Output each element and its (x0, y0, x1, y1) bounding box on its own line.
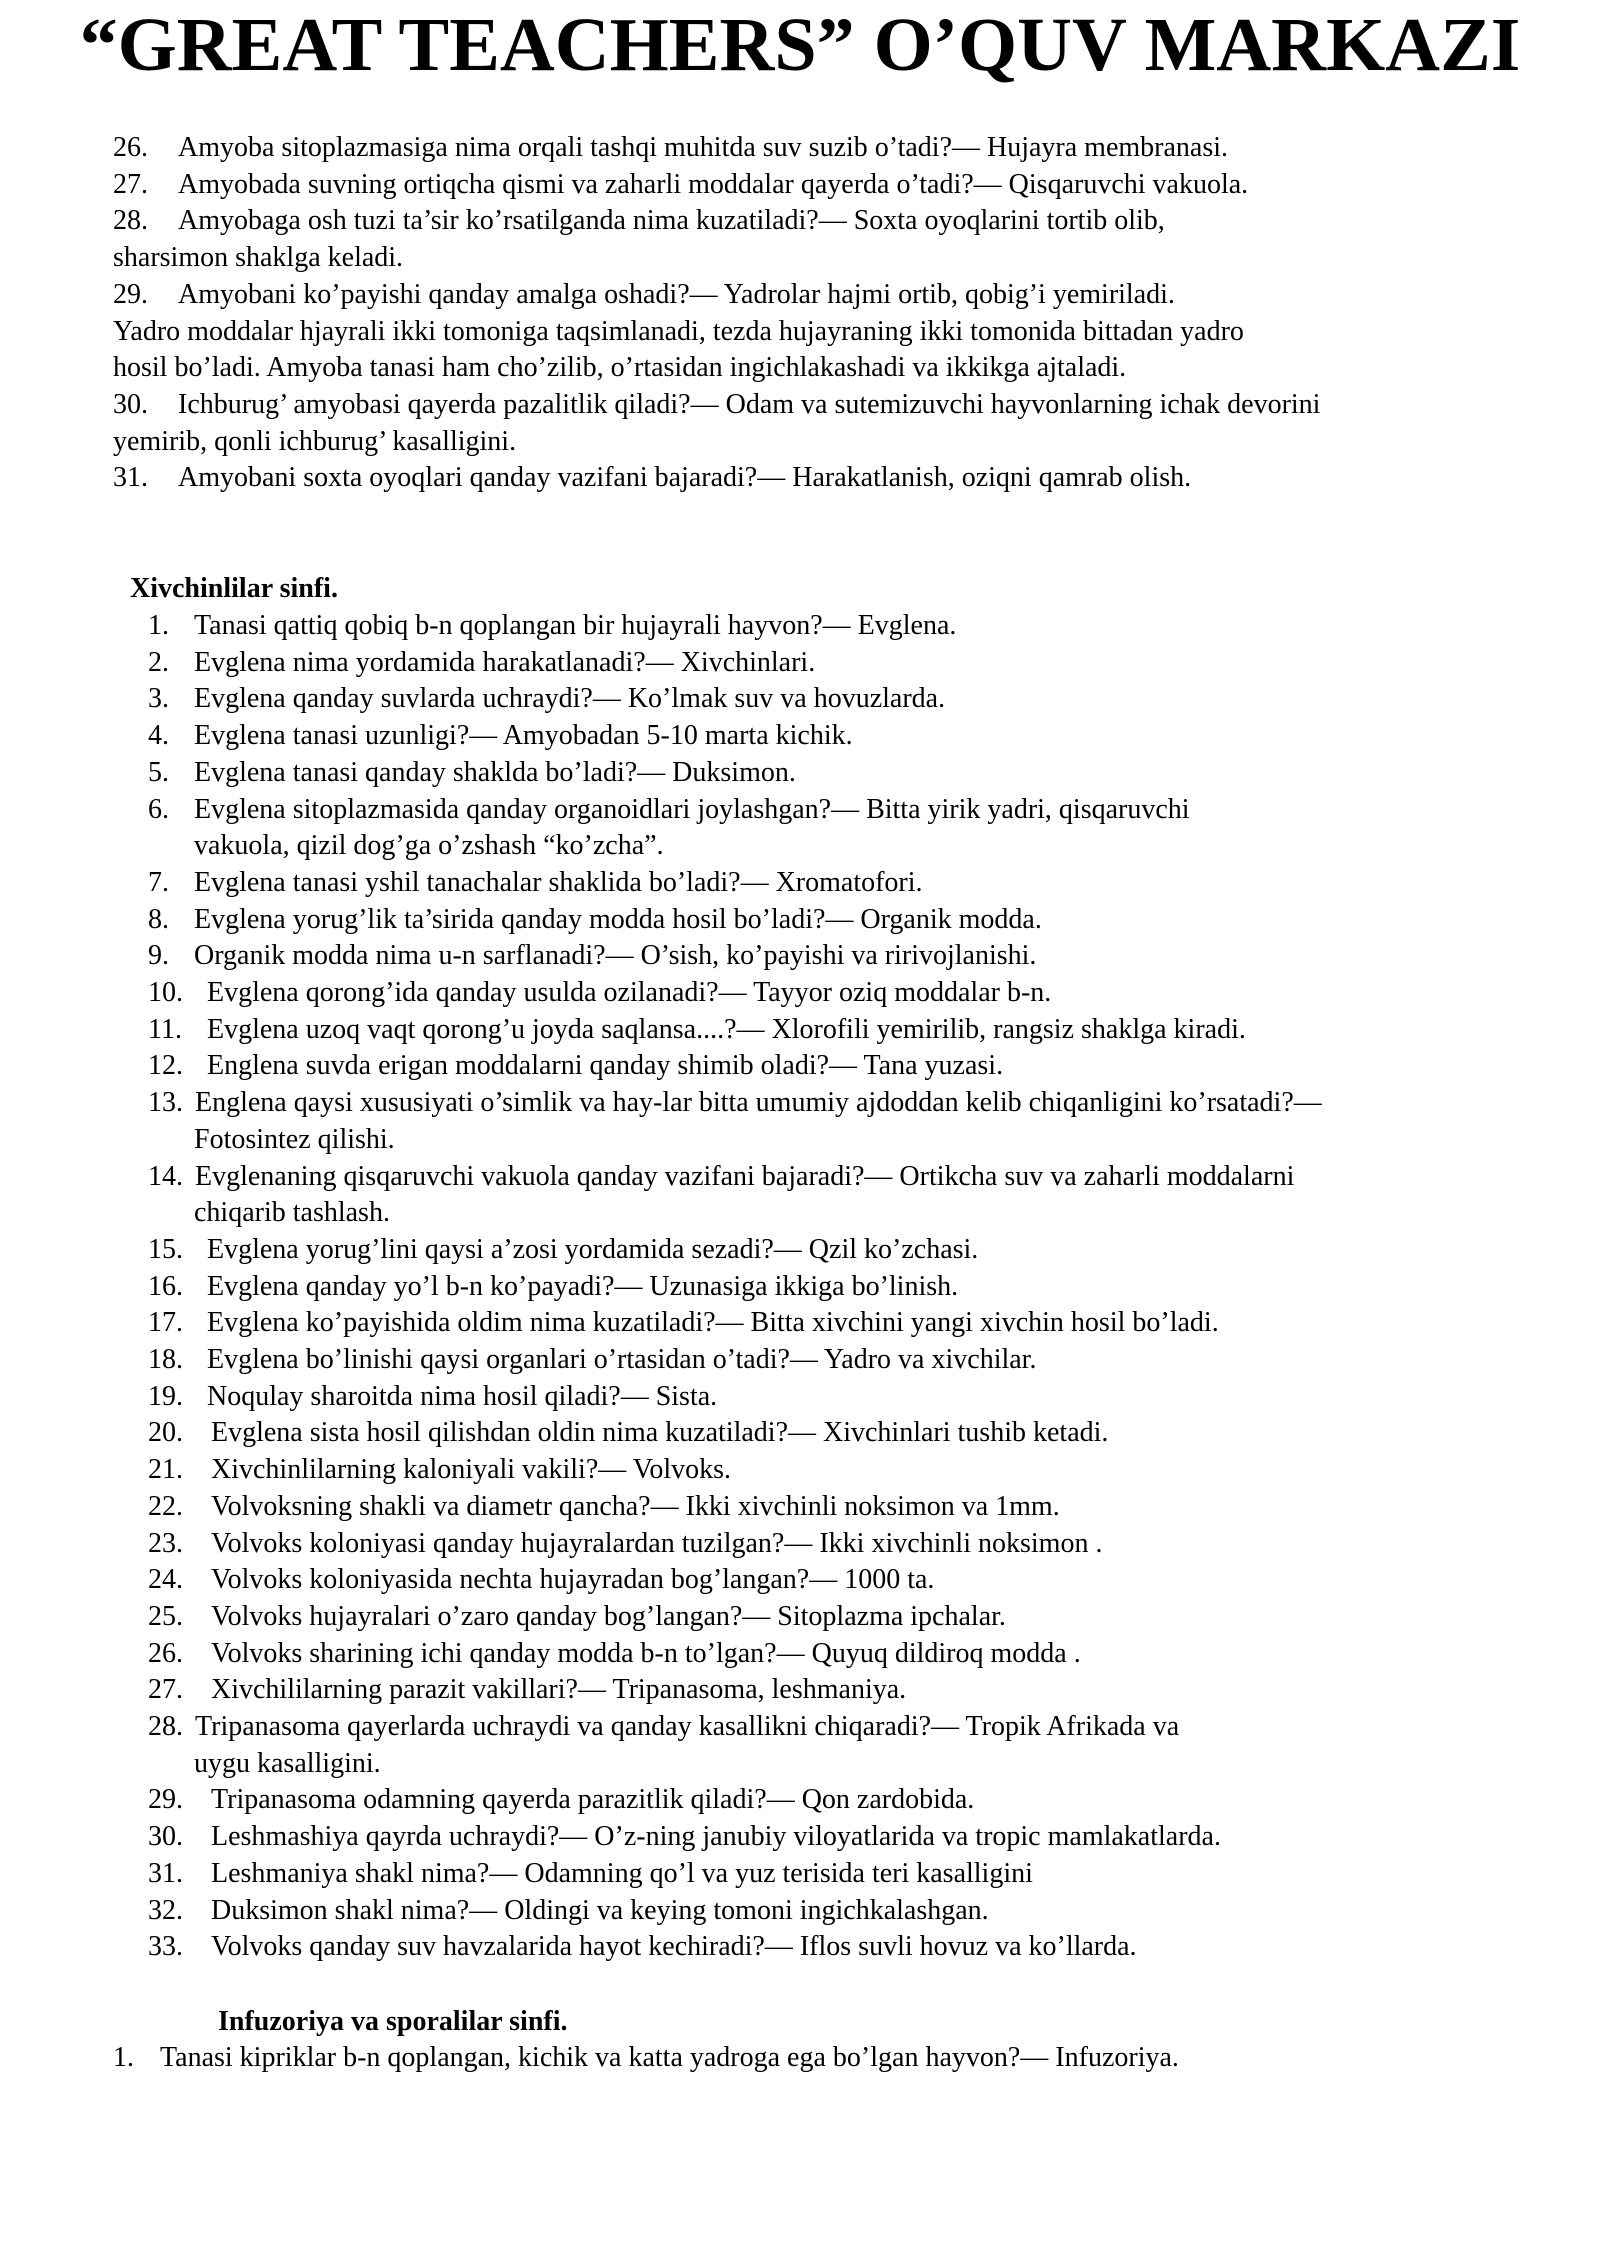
item-text: Evglena qanday yo’l b-n ko’payadi?— Uzunasiga ikkiga bo’linish. (207, 1270, 959, 1302)
item-text: Evglena qanday suvlarda uchraydi?— Ko’lmak suv va hovuzlarda. (194, 683, 946, 715)
item-number: 26. (113, 132, 148, 163)
item-number: 2. (148, 646, 169, 678)
item-text: Amyoba sitoplazmasiga nima orqali tashqi muhitda suv suzib o’tadi?— Hujayra membranasi. (178, 132, 1229, 163)
item-number: 27. (148, 1674, 183, 1706)
item-number: 32. (148, 1894, 183, 1926)
item-number: 30. (113, 388, 148, 420)
item-number: 28. (113, 205, 148, 237)
item-number: 22. (148, 1490, 183, 1522)
item-text: Evglena nima yordamida harakatlanadi?— Xivchinlari. (194, 646, 816, 678)
item-text: Leshmashiya qayrda uchraydi?— O’z-ning janubiy viloyatlarida va tropic mamlakatlarda. (211, 1821, 1221, 1853)
item-text: Tripanasoma qayerlarda uchraydi va qanday kasallikni chiqaradi?— Tropik Afrikada va (195, 1711, 1180, 1742)
item-number: 13. (148, 1087, 183, 1119)
item-number: 27. (113, 168, 148, 200)
item-number: 12. (148, 1050, 183, 1082)
item-continuation: yemirib, qonli ichburug’ kasalligini. (113, 425, 517, 457)
item-text: Xivchililarning parazit vakillari?— Tripanasoma, leshmaniya. (211, 1674, 907, 1706)
item-number: 16. (148, 1270, 183, 1302)
item-text: Evglena tanasi qanday shaklda bo’ladi?— Duksimon. (194, 756, 796, 788)
item-number: 4. (148, 720, 169, 752)
item-text: Amyobani soxta oyoqlari qanday vazifani bajaradi?— Harakatlanish, oziqni qamrab olish. (178, 462, 1192, 494)
item-number: 31. (113, 462, 148, 494)
item-number: 9. (148, 940, 169, 972)
item-text: Tanasi kipriklar b-n qoplangan, kichik va katta yadroga ega bo’lgan hayvon?— Infuzoriya. (160, 2042, 1179, 2073)
item-number: 1. (148, 610, 169, 641)
item-text: Leshmaniya shakl nima?— Odamning qo’l va yuz terisida teri kasalligini (211, 1857, 1033, 1889)
item-text: Evglenaning qisqaruvchi vakuola qanday vazifani bajaradi?— Ortikcha suv va zaharli moddalarni (195, 1160, 1295, 1192)
page-title: “GREAT TEACHERS” O’QUV MARKAZI (79, 3, 1521, 87)
item-text: Xivchinlilarning kaloniyali vakili?— Volvoks. (211, 1454, 732, 1486)
item-continuation: hosil bo’ladi. Amyoba tanasi ham cho’zilib, o’rtasidan ingichlakashadi va ikkikga ajtaladi. (113, 352, 1127, 384)
item-text: Volvoks qanday suv havzalarida hayot kechiradi?— Iflos suvli hovuz va ko’llarda. (211, 1931, 1137, 1963)
item-number: 1. (113, 2042, 134, 2073)
item-continuation: chiqarib tashlash. (194, 1197, 390, 1229)
item-number: 26. (148, 1637, 183, 1669)
item-text: Evglena yorug’lik ta’sirida qanday modda hosil bo’ladi?— Organik modda. (194, 903, 1042, 935)
item-text: Englena qaysi xususiyati o’simlik va hay-lar bitta umumiy ajdoddan kelib chiqanligini ko’rsatadi?— (195, 1087, 1322, 1119)
item-text: Amyobaga osh tuzi ta’sir ko’rsatilganda nima kuzatiladi?— Soxta oyoqlarini tortib olib, (178, 205, 1165, 237)
item-text: Amyobada suvning ortiqcha qismi va zaharli moddalar qayerda o’tadi?— Qisqaruvchi vakuola. (178, 168, 1249, 200)
item-number: 15. (148, 1233, 183, 1265)
item-text: Evglena sista hosil qilishdan oldin nima kuzatiladi?— Xivchinlari tushib ketadi. (211, 1417, 1109, 1449)
item-continuation: Fotosintez qilishi. (194, 1123, 395, 1155)
item-text: Evglena tanasi uzunligi?— Amyobadan 5-10 marta kichik. (194, 720, 853, 752)
item-number: 33. (148, 1931, 183, 1963)
item-text: Noqulay sharoitda nima hosil qiladi?— Sista. (207, 1380, 718, 1412)
item-number: 31. (148, 1857, 183, 1889)
section-heading: Infuzoriya va sporalilar sinfi. (218, 2006, 568, 2037)
item-number: 24. (148, 1564, 183, 1596)
item-number: 29. (113, 278, 148, 310)
item-text: Evglena yorug’lini qaysi a’zosi yordamida sezadi?— Qzil ko’zchasi. (207, 1233, 979, 1265)
section-heading: Xivchinlilar sinfi. (130, 573, 338, 604)
item-text: Volvoks sharining ichi qanday modda b-n to’lgan?— Quyuq dildiroq modda . (211, 1637, 1081, 1669)
item-number: 18. (148, 1344, 183, 1375)
item-continuation: vakuola, qizil dog’ga o’zshash “ko’zcha”. (194, 830, 664, 862)
item-text: Tripanasoma odamning qayerda parazitlik qiladi?— Qon zardobida. (211, 1784, 975, 1816)
item-number: 6. (148, 793, 169, 825)
item-number: 10. (148, 977, 183, 1008)
item-text: Volvoksning shakli va diametr qancha?— Ikki xivchinli noksimon va 1mm. (211, 1490, 1060, 1522)
item-number: 8. (148, 903, 169, 935)
item-number: 30. (148, 1821, 183, 1853)
item-text: Ichburug’ amyobasi qayerda pazalitlik qiladi?— Odam va sutemizuvchi hayvonlarning ichak devorini (178, 388, 1321, 420)
item-number: 7. (148, 866, 169, 898)
item-number: 21. (148, 1454, 183, 1486)
item-number: 28. (148, 1711, 183, 1742)
item-continuation: sharsimon shaklga keladi. (113, 242, 404, 274)
item-text: Tanasi qattiq qobiq b-n qoplangan bir hujayrali hayvon?— Evglena. (194, 610, 957, 641)
item-text: Amyobani ko’payishi qanday amalga oshadi?— Yadrolar hajmi ortib, qobig’i yemiriladi. (178, 278, 1175, 310)
item-text: Evglena ko’payishida oldim nima kuzatiladi?— Bitta xivchini yangi xivchin hosil bo’ladi. (207, 1307, 1219, 1339)
item-number: 14. (148, 1160, 183, 1192)
item-text: Englena suvda erigan moddalarni qanday shimib oladi?— Tana yuzasi. (207, 1050, 1004, 1082)
item-text: Volvoks koloniyasida nechta hujayradan bog’langan?— 1000 ta. (211, 1564, 935, 1596)
item-text: Evglena bo’linishi qaysi organlari o’rtasidan o’tadi?— Yadro va xivchilar. (207, 1344, 1037, 1375)
item-text: Evglena uzoq vaqt qorong’u joyda saqlansa....?— Xlorofili yemirilib, rangsiz shaklga kiradi. (207, 1013, 1246, 1045)
item-number: 20. (148, 1417, 183, 1449)
item-text: Volvoks hujayralari o’zaro qanday bog’langan?— Sitoplazma ipchalar. (211, 1600, 1006, 1632)
item-number: 3. (148, 683, 169, 715)
item-text: Duksimon shakl nima?— Oldingi va keying tomoni ingichkalashgan. (211, 1894, 989, 1926)
item-text: Organik modda nima u-n sarflanadi?— O’sish, ko’payishi va ririvojlanishi. (194, 940, 1037, 972)
item-number: 25. (148, 1600, 183, 1632)
item-continuation: uygu kasalligini. (194, 1747, 381, 1779)
item-text: Evglena qorong’ida qanday usulda ozilanadi?— Tayyor oziq moddalar b-n. (207, 977, 1052, 1008)
item-number: 29. (148, 1784, 183, 1816)
item-text: Evglena sitoplazmasida qanday organoidlari joylashgan?— Bitta yirik yadri, qisqaruvchi (194, 793, 1190, 825)
item-number: 19. (148, 1380, 183, 1412)
item-continuation: Yadro moddalar hjayrali ikki tomoniga taqsimlanadi, tezda hujayraning ikki tomonida bittadan yadro (113, 315, 1244, 347)
item-number: 17. (148, 1307, 183, 1339)
item-number: 11. (148, 1013, 182, 1045)
item-text: Evglena tanasi yshil tanachalar shaklida bo’ladi?— Xromatofori. (194, 866, 923, 898)
item-number: 23. (148, 1527, 183, 1559)
item-text: Volvoks koloniyasi qanday hujayralardan tuzilgan?— Ikki xivchinli noksimon . (211, 1527, 1103, 1559)
item-number: 5. (148, 756, 169, 788)
